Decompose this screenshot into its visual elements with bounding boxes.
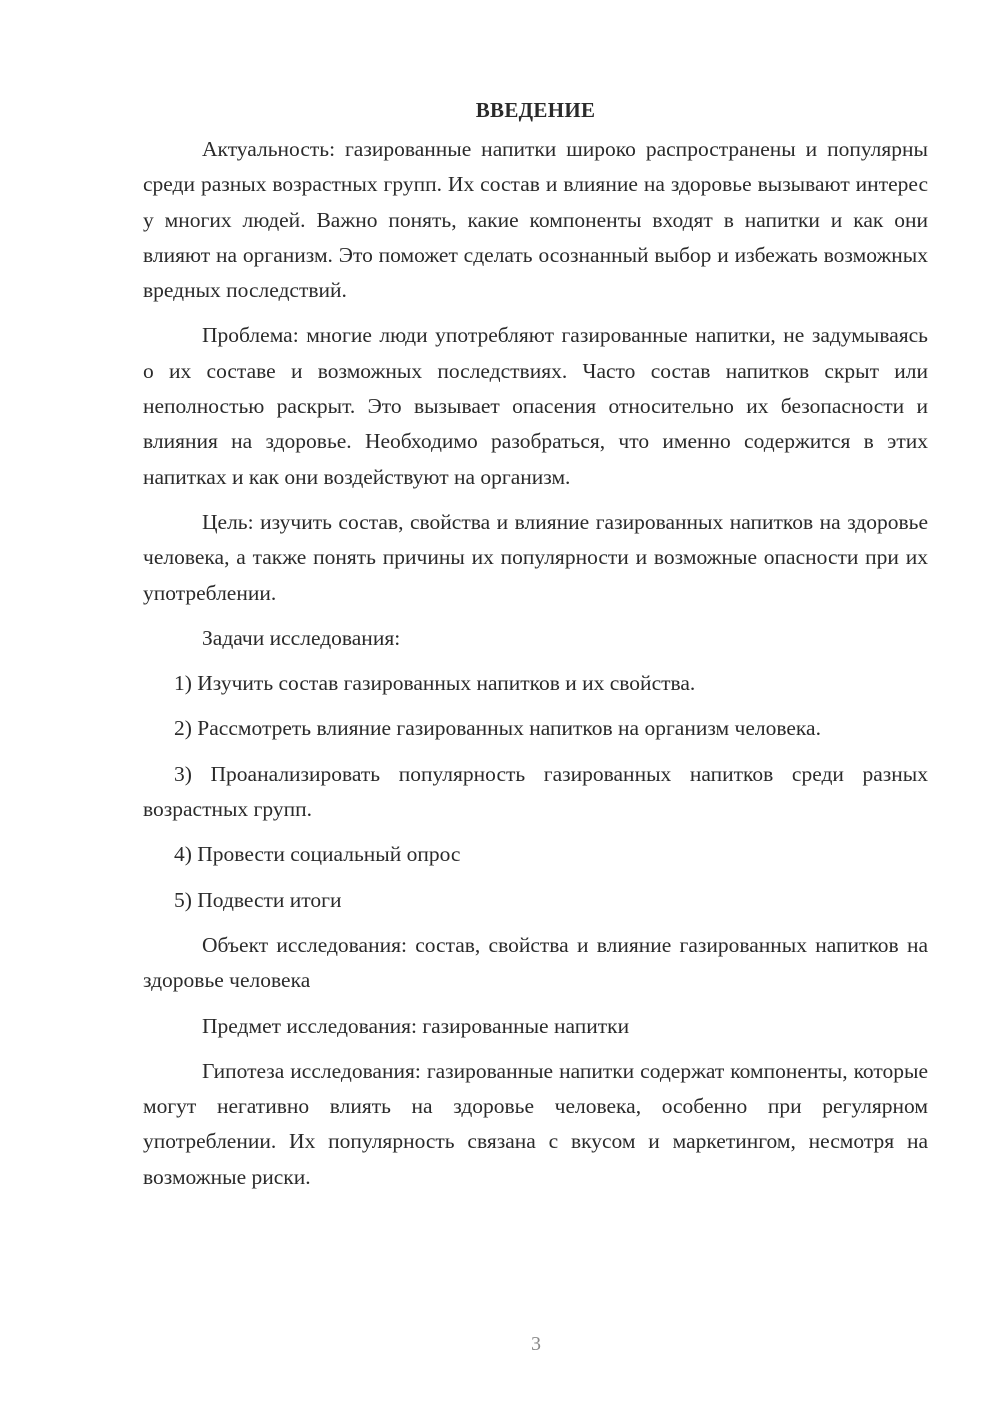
task-item-3: 3) Проанализировать популярность газированных напитков среди разных возрастных групп. xyxy=(143,761,928,822)
tasks-heading: Задачи исследования: xyxy=(202,625,401,650)
task-item-2: 2) Рассмотреть влияние газированных напитков на организм человека. xyxy=(174,716,821,741)
paragraph-relevance: Актуальность: газированные напитки широко распространены и популярны среди разных возрастных групп. Их состав и влияние на здоровье вызывают интерес у многих людей. Важно понять, какие компоненты входят в напитки и как они влияют на организм. Это поможет сделать осознанный выбор и избежать возможных вредных последствий. xyxy=(143,137,928,303)
paragraph-goal: Цель: изучить состав, свойства и влияние газированных напитков на здоровье человека, а также понять причины их популярности и возможные опасности при их употреблении. xyxy=(143,509,928,605)
page-number: 3 xyxy=(531,1333,541,1355)
task-item-4: 4) Провести социальный опрос xyxy=(174,842,461,867)
page-title: ВВЕДЕНИЕ xyxy=(475,98,596,122)
task-item-1: 1) Изучить состав газированных напитков и их свойства. xyxy=(174,671,696,696)
page-content xyxy=(143,93,928,1195)
task-item-5: 5) Подвести итоги xyxy=(174,887,342,912)
paragraph-hypothesis: Гипотеза исследования: газированные напитки содержат компоненты, которые могут негативно влиять на здоровье человека, особенно при регулярном употреблении. Их популярность связана с вкусом и маркетингом, несмотря на возможные риски. xyxy=(143,1058,928,1189)
paragraph-subject: Предмет исследования: газированные напитки xyxy=(202,1013,630,1038)
paragraph-object: Объект исследования: состав, свойства и влияние газированных напитков на здоровье человека xyxy=(143,932,928,993)
paragraph-problem: Проблема: многие люди употребляют газированные напитки, не задумываясь о их составе и возможных последствиях. Часто состав напитков скрыт или неполностью раскрыт. Это вызывает опасения относительно их безопасности и влияния на здоровье. Необходимо разобраться, что именно содержится в этих напитках и как они воздействуют на организм. xyxy=(143,323,928,489)
